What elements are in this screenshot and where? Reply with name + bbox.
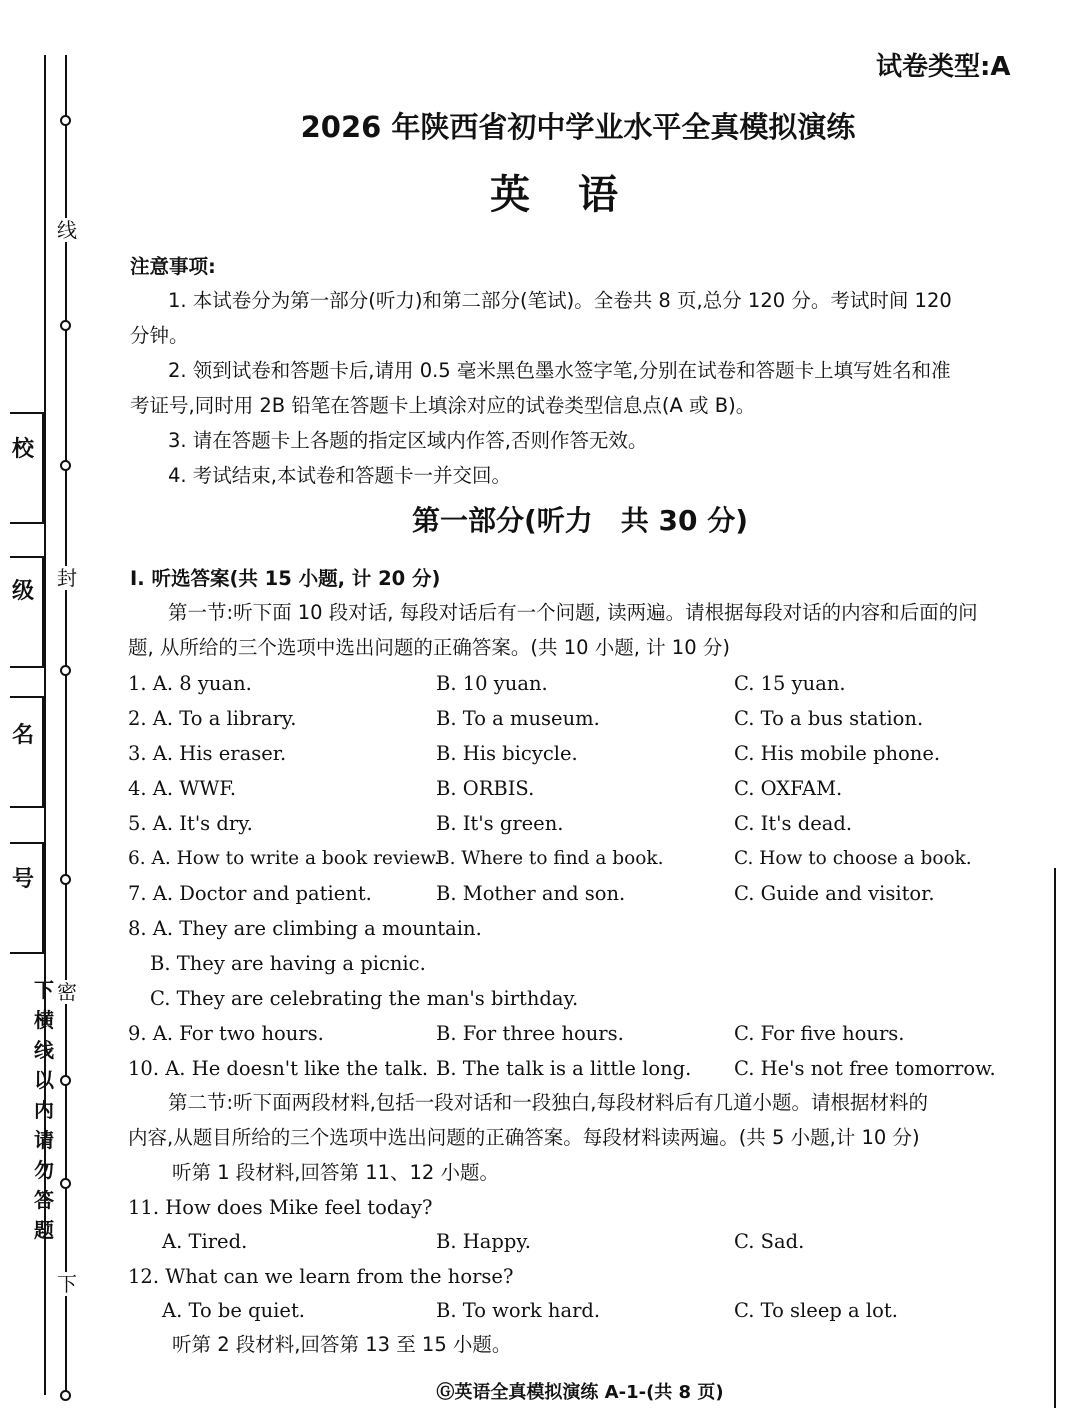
no-answer-notice: 下横线以内请勿答题	[34, 978, 54, 1242]
note-line: 考证号,同时用 2B 铅笔在答题卡上填涂对应的试卷类型信息点(A 或 B)。	[130, 394, 756, 417]
option-a: 3. A. His eraser.	[128, 742, 287, 765]
seal-circle	[60, 1178, 71, 1189]
right-edge-line	[1054, 868, 1056, 1408]
sub1-instruction: 第一节:听下面 10 段对话, 每段对话后有一个问题, 读两遍。请根据每段对话的内容和后面的问	[168, 601, 978, 624]
option-b: B. 10 yuan.	[436, 672, 548, 695]
class-field-box	[10, 556, 44, 668]
option-a: 1. A. 8 yuan.	[128, 672, 252, 695]
seal-circle	[60, 460, 71, 471]
note-line: 4. 考试结束,本试卷和答题卡一并交回。	[168, 464, 512, 487]
note-line: 2. 领到试卷和答题卡后,请用 0.5 毫米黑色墨水签字笔,分别在试卷和答题卡上填写姓名和准	[168, 359, 951, 382]
option-c: C. Sad.	[734, 1230, 805, 1253]
question-11-stem: 11. How does Mike feel today?	[128, 1196, 433, 1219]
option-b: B. Where to find a book.	[436, 848, 664, 869]
seal-circle	[60, 320, 71, 331]
seal-circle	[60, 1075, 71, 1086]
material-1-label: 听第 1 段材料,回答第 11、12 小题。	[172, 1161, 500, 1184]
paper-type: 试卷类型:A	[876, 52, 1011, 82]
sub2-instruction: 内容,从题目所给的三个选项中选出问题的正确答案。每段材料读两遍。(共 5 小题,计 10 分)	[128, 1126, 920, 1149]
option-c: C. They are celebrating the man's birthday.	[150, 987, 579, 1010]
option-c: C. His mobile phone.	[734, 742, 941, 765]
option-c: C. He's not free tomorrow.	[734, 1057, 996, 1080]
note-line: 3. 请在答题卡上各题的指定区域内作答,否则作答无效。	[168, 429, 648, 452]
option-b: B. ORBIS.	[436, 777, 535, 800]
note-line: 1. 本试卷分为第一部分(听力)和第二部分(笔试)。全卷共 8 页,总分 120 分。考试时间 120	[168, 289, 952, 312]
option-c: C. For five hours.	[734, 1022, 905, 1045]
option-c: C. 15 yuan.	[734, 672, 846, 695]
school-field-label: 校	[11, 437, 34, 462]
option-c: C. To a bus station.	[734, 707, 924, 730]
option-a: 7. A. Doctor and patient.	[128, 882, 372, 905]
sub2-instruction: 第二节:听下面两段材料,包括一段对话和一段独白,每段材料后有几道小题。请根据材料的	[168, 1091, 928, 1114]
margin-inner-line	[65, 55, 67, 1400]
section1-title: Ⅰ. 听选答案(共 15 小题, 计 20 分)	[130, 567, 441, 590]
notes-heading: 注意事项:	[130, 255, 216, 278]
option-c: C. OXFAM.	[734, 777, 843, 800]
option-c: C. To sleep a lot.	[734, 1299, 898, 1322]
option-a: A. Tired.	[162, 1230, 248, 1253]
option-a: 6. A. How to write a book review.	[128, 848, 440, 869]
number-field-box	[10, 842, 44, 954]
option-b: B. Mother and son.	[436, 882, 626, 905]
material-2-label: 听第 2 段材料,回答第 13 至 15 小题。	[172, 1333, 512, 1356]
option-a: A. To be quiet.	[162, 1299, 305, 1322]
option-c: C. It's dead.	[734, 812, 853, 835]
option-a: 4. A. WWF.	[128, 777, 237, 800]
option-b: B. The talk is a little long.	[436, 1057, 692, 1080]
option-b: B. To a museum.	[436, 707, 600, 730]
seal-circle	[60, 874, 71, 885]
subject-title: 英语	[490, 172, 666, 218]
name-field-label: 名	[11, 723, 34, 748]
part1-title: 第一部分(听力 共 30 分)	[411, 504, 749, 537]
option-b: B. His bicycle.	[436, 742, 578, 765]
note-line: 分钟。	[130, 324, 189, 347]
seal-circle	[60, 665, 71, 676]
seal-char-line: 线	[57, 218, 77, 242]
seal-char-secret: 密	[57, 980, 77, 1004]
option-a: 2. A. To a library.	[128, 707, 297, 730]
class-field-label: 级	[11, 579, 34, 604]
exam-title: 2026 年陕西省初中学业水平全真模拟演练	[300, 110, 856, 144]
option-c: C. How to choose a book.	[734, 848, 972, 869]
option-a: 10. A. He doesn't like the talk.	[128, 1057, 429, 1080]
option-b: B. Happy.	[436, 1230, 531, 1253]
number-field-label: 号	[11, 867, 34, 892]
page-footer: Ⓖ英语全真模拟演练 A-1-(共 8 页)	[436, 1382, 724, 1403]
option-b: B. It's green.	[436, 812, 564, 835]
question-12-stem: 12. What can we learn from the horse?	[128, 1265, 514, 1288]
option-a: 8. A. They are climbing a mountain.	[128, 917, 482, 940]
seal-char-seal: 封	[57, 566, 77, 590]
option-b: B. For three hours.	[436, 1022, 624, 1045]
name-field-box	[10, 696, 44, 808]
option-a: 5. A. It's dry.	[128, 812, 253, 835]
sub1-instruction: 题, 从所给的三个选项中选出问题的正确答案。(共 10 小题, 计 10 分)	[128, 636, 730, 659]
option-a: 9. A. For two hours.	[128, 1022, 324, 1045]
option-c: C. Guide and visitor.	[734, 882, 935, 905]
option-b: B. They are having a picnic.	[150, 952, 426, 975]
seal-char-bottom: 下	[57, 1272, 77, 1296]
option-b: B. To work hard.	[436, 1299, 601, 1322]
